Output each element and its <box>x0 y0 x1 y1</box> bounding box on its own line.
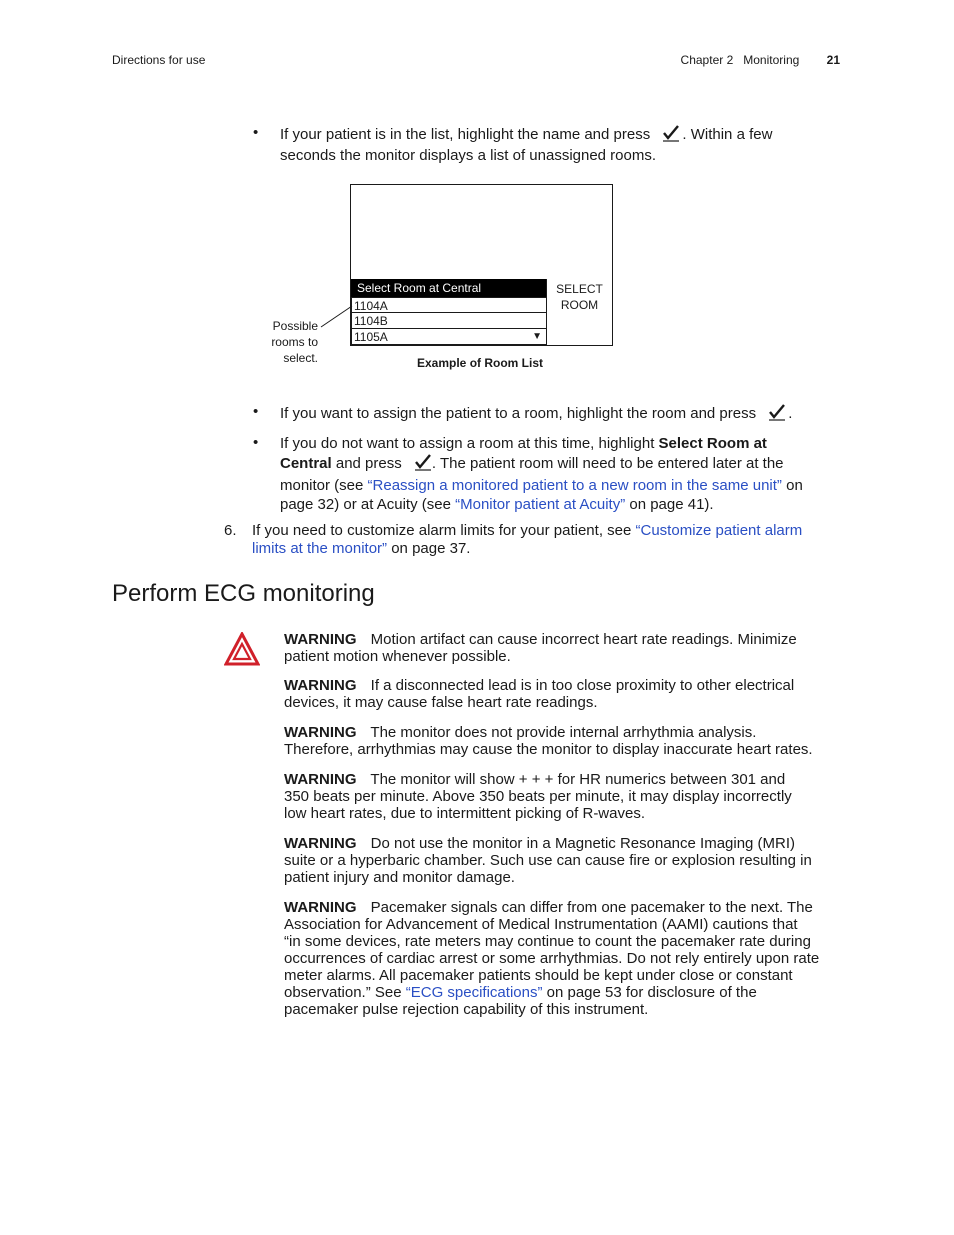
callout-line: Possible <box>272 319 318 333</box>
bullet-3-lead: If you do not want to assign a room at this time, highlight <box>280 435 655 452</box>
softkey-line1: SELECT <box>556 282 603 296</box>
room-list-title: Select Room at Central <box>351 279 547 297</box>
warning-block <box>284 677 840 711</box>
room-list-screen <box>350 184 613 346</box>
warning-block <box>284 771 840 822</box>
warning-line: observation.” See <box>284 984 402 1001</box>
section-heading: Perform ECG monitoring <box>112 580 375 607</box>
monitor-at-acuity-link[interactable]: “Monitor patient at Acuity” <box>455 496 626 513</box>
bullet-marker: • <box>253 403 259 420</box>
warning-line: suite or a hyperbaric chamber. Such use can cause fire or explosion resulting in <box>284 852 812 869</box>
room-list <box>351 279 547 345</box>
figure-caption: Example of Room List <box>417 356 544 370</box>
callout-line: rooms to <box>271 335 318 349</box>
ecg-specifications-link[interactable]: “ECG specifications” <box>405 984 543 1001</box>
bullet-3-bold: Central <box>280 455 332 472</box>
customize-alarm-link[interactable]: limits at the monitor” <box>252 540 388 557</box>
warning-line: “in some devices, rate meters may continue to count the pacemaker rate during <box>284 933 811 950</box>
warning-line: meter alarms. All pacemaker patients should be kept under close or constant <box>284 967 793 984</box>
bullet-3-text: and press <box>335 455 402 472</box>
warning-line: 350 beats per minute. Above 350 beats per minute, it may display incorrectly <box>284 788 792 805</box>
warning-line: The monitor does not provide internal arrhythmia analysis. <box>370 724 757 741</box>
warning-line: devices, it may cause false heart rate readings. <box>284 694 598 711</box>
bullet-3-text: monitor (see <box>280 477 364 494</box>
warning-line: Pacemaker signals can differ from one pacemaker to the next. The <box>370 899 813 916</box>
warning-line: Do not use the monitor in a Magnetic Resonance Imaging (MRI) <box>370 835 796 852</box>
step-6-text: If you need to customize alarm limits for your patient, see <box>252 522 632 539</box>
warning-triangle-icon <box>224 632 260 666</box>
bullet-3-bold: Select Room at <box>658 435 767 452</box>
section-label: Monitoring <box>743 53 800 67</box>
warning-line: low heart rates, due to intermittent picking of R-waves. <box>284 805 645 822</box>
check-key-icon <box>414 453 432 476</box>
warning-line: pacemaker pulse rejection capability of this instrument. <box>284 1001 649 1018</box>
warning-block <box>284 899 840 1018</box>
warning-block <box>284 835 840 886</box>
warning-label: WARNING <box>284 835 357 852</box>
step-number: 6. <box>224 522 237 539</box>
step-6 <box>252 522 842 558</box>
warning-line: Motion artifact can cause incorrect heart rate readings. Minimize <box>370 631 797 648</box>
bullet-1-text-end: . Within a few <box>682 126 773 143</box>
warning-label: WARNING <box>284 677 357 694</box>
warning-label: WARNING <box>284 724 357 741</box>
customize-alarm-link[interactable]: “Customize patient alarm <box>635 522 803 539</box>
warning-block <box>284 724 844 758</box>
callout-text <box>258 318 318 366</box>
room-item[interactable] <box>351 329 547 345</box>
bullet-1-line2: seconds the monitor displays a list of unassigned rooms. <box>280 147 657 164</box>
step-6-after: on page 37. <box>391 540 471 557</box>
bullet-3-text: . The patient room will need to be entered later at the <box>431 455 784 472</box>
scroll-down-arrow-icon[interactable]: ▼ <box>532 331 542 342</box>
warning-line: occurrences of cardiac arrest or some arrhythmias. Do not rely entirely upon rate <box>284 950 820 967</box>
softkey-line2: ROOM <box>560 298 599 312</box>
warning-line: patient injury and monitor damage. <box>284 869 515 886</box>
warning-line: patient motion whenever possible. <box>284 648 511 665</box>
warning-line: Therefore, arrhythmias may cause the monitor to display inaccurate heart rates. <box>284 741 813 758</box>
room-item[interactable]: 1104B <box>351 313 547 329</box>
warning-line: on page 53 for disclosure of the <box>546 984 757 1001</box>
warning-label: WARNING <box>284 899 357 916</box>
bullet-2-text: If you want to assign the patient to a room, highlight the room and press <box>280 405 757 422</box>
running-header-left: Directions for use <box>112 53 206 67</box>
check-key-icon <box>768 403 786 426</box>
callout-leader-line <box>318 300 354 330</box>
bullet-marker: • <box>253 124 259 141</box>
running-header-right <box>681 53 840 67</box>
page-number: 21 <box>826 53 840 67</box>
warning-block <box>284 631 840 665</box>
bullet-1-text: If your patient is in the list, highlight the name and press <box>280 126 651 143</box>
bullet-2-end: . <box>788 405 793 422</box>
warning-line: Association for Advancement of Medical Instrumentation (AAMI) cautions that <box>284 916 798 933</box>
bullet-3-text: on <box>786 477 803 494</box>
check-key-icon <box>662 124 680 147</box>
callout-line: select. <box>283 351 318 365</box>
warning-line: If a disconnected lead is in too close proximity to other electrical <box>370 677 795 694</box>
select-room-softkey[interactable] <box>546 279 612 345</box>
warning-label: WARNING <box>284 631 357 648</box>
bullet-1 <box>280 124 840 165</box>
bullet-3-text: on page 41). <box>629 496 714 513</box>
bullet-3-text: page 32) or at Acuity (see <box>280 496 451 513</box>
warning-line: The monitor will show + + + for HR numerics between 301 and <box>370 771 786 788</box>
room-item-label: 1105A <box>354 330 388 344</box>
room-item[interactable]: 1104A <box>351 297 547 313</box>
bullet-marker: • <box>253 434 259 451</box>
warning-label: WARNING <box>284 771 357 788</box>
chapter-label: Chapter 2 <box>680 53 734 67</box>
bullet-3 <box>280 434 840 514</box>
reassign-patient-link[interactable]: “Reassign a monitored patient to a new room in the same unit” <box>367 477 782 494</box>
bullet-2 <box>280 403 840 426</box>
